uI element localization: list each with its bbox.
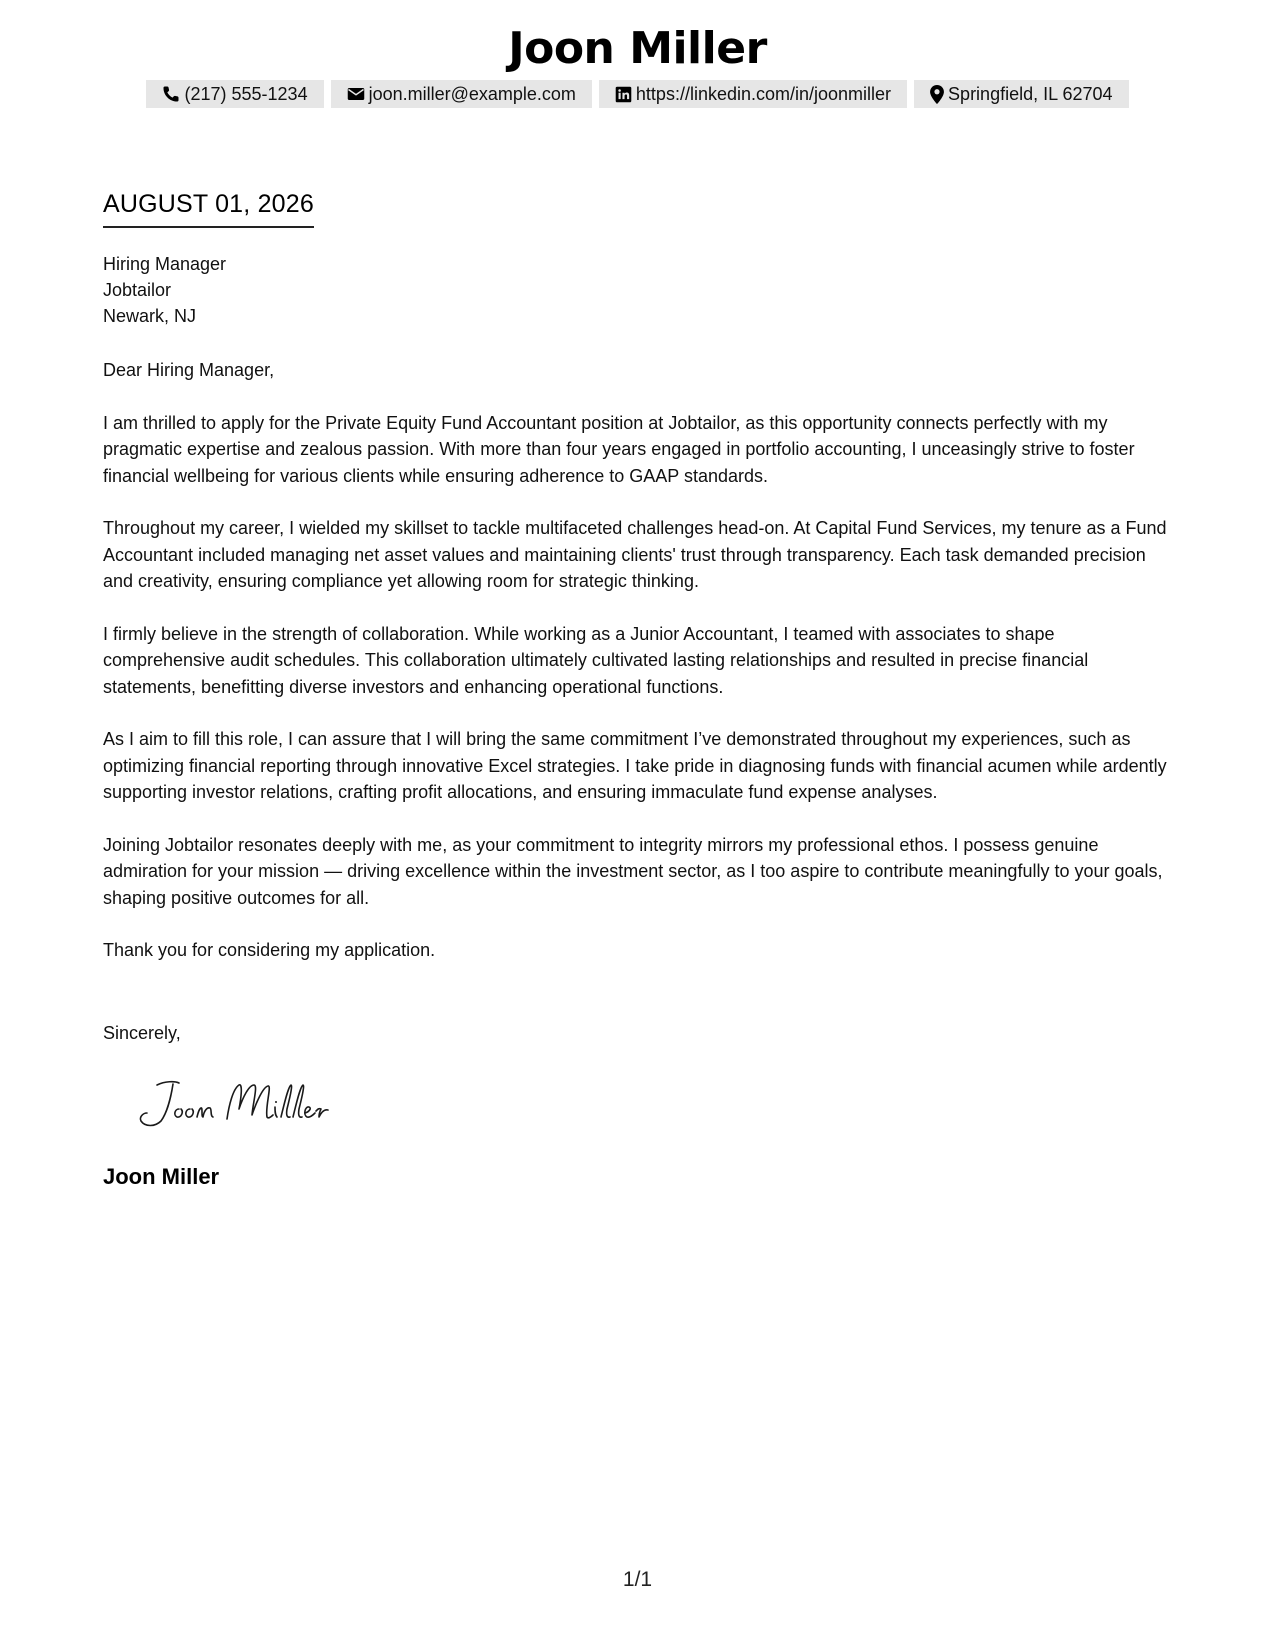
location-text: Springfield, IL 62704 [948, 83, 1113, 104]
linkedin-text: https://linkedin.com/in/joonmiller [635, 83, 892, 104]
letter-date-block [103, 188, 314, 228]
map-pin-icon [930, 85, 944, 104]
page-number: 1/1 [622, 1568, 653, 1591]
body-paragraph: As I aim to fill this role, I can assure that I will bring the same commitment I’ve demonstrated throughout my experiences, such as optimizing financial reporting through innovative Excel strategies. I take pride in diagnosing funds with financial acumen while ardently supporting investor relations, crafting profit allocations, and ensuring immaculate fund expense analyses. [103, 729, 1167, 802]
body-paragraph: Throughout my career, I wielded my skillset to tackle multifaceted challenges head-on. At Capital Fund Services, my tenure as a Fund Accountant included managing net asset values and maintaining clients' trust through transparency. Each task demanded precision and creativity, ensuring compliance yet allowing room for strategic thinking. [103, 518, 1167, 591]
contact-location [914, 80, 1128, 108]
contact-linkedin[interactable] [599, 80, 907, 108]
contact-phone[interactable] [146, 80, 323, 108]
body-paragraph: I am thrilled to apply for the Private Equity Fund Accountant position at Jobtailor, as this opportunity connects perfectly with my pragmatic expertise and zealous passion. With more than four years engaged in portfolio accounting, I unceasingly strive to foster financial wellbeing for various clients while ensuring adherence to GAAP standards. [103, 412, 1135, 486]
envelope-icon [347, 86, 365, 102]
recipient-address [103, 251, 226, 329]
closing-thanks: Thank you for considering my application. [103, 940, 436, 960]
salutation: Dear Hiring Manager, [103, 360, 275, 380]
email-text: joon.miller@example.com [368, 83, 576, 104]
contact-email[interactable] [331, 80, 592, 108]
recipient-location: Newark, NJ [103, 306, 197, 326]
applicant-name: Joon Miller [508, 23, 767, 74]
body-paragraph: I firmly believe in the strength of collaboration. While working as a Junior Accountant, I teamed with associates to shape comprehensive audit schedules. This collaboration ultimately cultivated lasting relationships and resulted in precise financial statements, benefitting diverse investors and enhancing operational functions. [103, 623, 1089, 697]
body-paragraph: Joining Jobtailor resonates deeply with me, as your commitment to integrity mirrors my professional ethos. I possess genuine admiration for your mission — driving excellence within the investment sector, as I too aspire to contribute meaningfully to your goals, shaping positive outcomes for all. [103, 834, 1163, 908]
linkedin-icon [615, 86, 632, 103]
handwritten-signature [135, 1075, 335, 1131]
closing: Sincerely, [103, 1023, 181, 1043]
contact-bar [0, 80, 1275, 108]
recipient-title: Hiring Manager [103, 254, 227, 274]
signed-name: Joon Miller [103, 1164, 220, 1189]
letter-body [103, 357, 1178, 990]
letter-date: AUGUST 01, 2026 [103, 188, 314, 228]
phone-icon [162, 85, 180, 103]
recipient-company: Jobtailor [103, 280, 172, 300]
phone-text: (217) 555-1234 [184, 83, 308, 104]
